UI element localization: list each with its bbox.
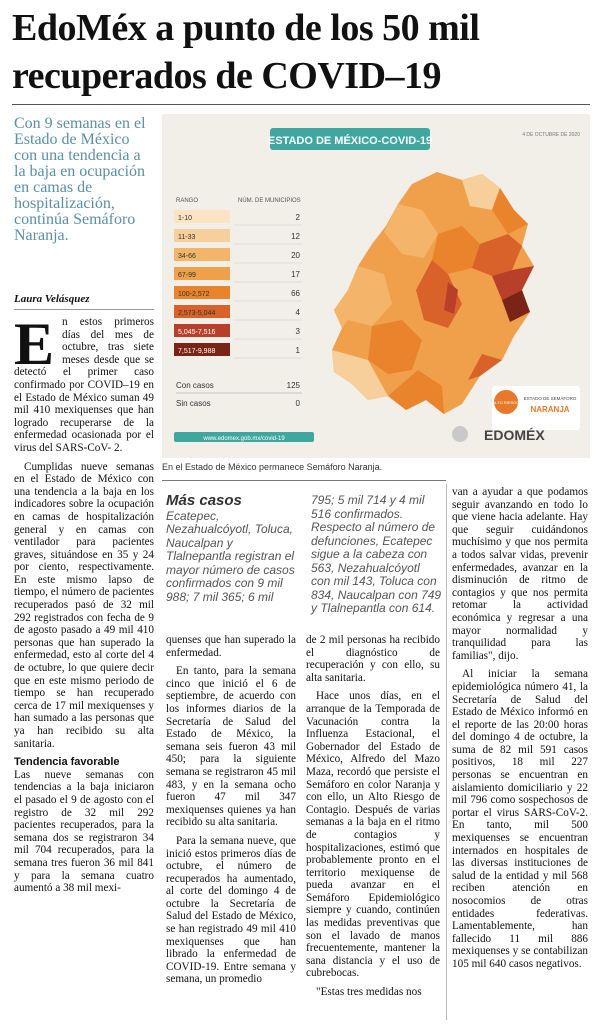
sidebar-rule	[162, 480, 446, 481]
semaforo-value: NARANJA	[530, 405, 570, 414]
byline: Laura Velásquez	[14, 293, 154, 310]
article-column-3	[306, 634, 440, 1020]
legend-count: 3	[295, 327, 300, 336]
article-column-1	[14, 316, 154, 1016]
legend-range-label: 11-33	[178, 234, 196, 241]
paragraph: "Estas tres medidas nos	[316, 986, 422, 999]
infographic-url: www.edomex.gob.mx/covid-19	[203, 436, 285, 442]
column-divider	[446, 484, 447, 1020]
edomex-logo: EDOMÉX	[484, 427, 545, 443]
legend-count: 2	[295, 213, 300, 222]
legend-range-label: 2,573-5,044	[178, 310, 216, 317]
drop-cap: E	[14, 316, 55, 377]
legend-count: 17	[291, 270, 300, 279]
legend-range-label: 67-99	[178, 272, 196, 279]
legend-count: 1	[295, 346, 300, 355]
legend-count: 12	[291, 232, 300, 241]
legend-range-label: 1-10	[178, 215, 193, 222]
paragraph: Cumplidas nueve semanas en el Estado de México con una tendencia a la baja en los indicadores sobre la ocupación en camas de hospitalización general y en camas con ventilador para pacientes graves, situándose en 35 y 24 por ciento, respectivamente. En este mismo lapso de tiempo, el número de pacientes recuperados pasó de 32 mil 292 registrados con fecha de 9 de agosto pasado a 49 mil 410 personas que han superado la enfermedad, esto al corte del 4 de octubre, lo que quiere decir que en este mismo periodo de tiempo se han recuperado cerca de 17 mil mexiquenses y han sumado a las personas que ya han recibido su alta sanitaria.	[14, 460, 154, 750]
legend-range-label: 34-66	[178, 253, 196, 260]
paragraph: Para la semana nueve, que inició estos primeros días de octubre, el número de recuperados ha aumentado, al corte del domingo 4 de octubre la Secretaría de Salud del Estado de México, se han registrado 49 mil 410 mexiquenses que han librado la enfermedad de COVID-19. Entre semana y semana, un promedio	[166, 834, 296, 986]
con-casos-label: Con casos	[176, 381, 214, 390]
legend-count: 4	[295, 308, 300, 317]
coat-of-arms-icon	[452, 426, 468, 442]
alto-riesgo: ALTO RIESGO	[492, 400, 520, 405]
lead-paragraph: E n estos primeros días del mes de octubre, tras siete meses desde que se detectó el primer caso confirmado por COVID–19 en el Estado de México suman 49 mil 410 mexiquenses que han logrado recuperarse de la enfermedad ocasionada por el virus del SARS-CoV- 2.	[14, 316, 154, 454]
semaforo-label: ESTADO DE SEMÁFORO	[523, 396, 577, 401]
subhead: Tendencia favorable	[14, 756, 120, 769]
paragraph: Las nueve semanas con tendencias a la baja iniciaron el pasado el 9 de agosto con el registro de 32 mil 292 pacientes recuperados, para la semana dos se registraron 34 mil 704 recuperados, para la semana tres fueron 36 mil 841 y para la semana cuatro aumentó a 38 mil mexi-	[14, 768, 154, 895]
con-casos-value: 125	[286, 381, 300, 390]
subheadline: Con 9 semanas en el Estado de México con una tendencia a la baja en ocupación en camas de hospitalización, continúa Semáforo Naranja.	[14, 115, 146, 244]
paragraph: Hace unos días, en el arranque de la Temporada de Vacunación contra la Influenza Estacional, el Gobernador del Estado de México, Alfredo del Mazo Maza, recordó que persiste el Semáforo en color Naranja y con ello, un Alto Riesgo de Contagio. Después de varias semanas a la baja en el ritmo de contagios y hospitalizaciones, estimó que probablemente pronto en el territorio mexiquense de pueda avanzar en el Semáforo Epidemiológico siempre y cuando, continúen las medidas preventivas que son el lavado de manos frecuentemente, mantener la sana distancia y el uso de cubrebocas.	[306, 690, 440, 980]
paragraph: quenses que han superado la enfermedad.	[166, 634, 296, 659]
sin-casos-value: 0	[295, 399, 300, 408]
sidebar-text: Ecatepec, Nezahualcóyotl, Toluca, Naucalpan y Tlalnepantla registran el mayor número de casos confirmados con 9 mil 988; 7 mil 365; 6 mil 795; 5 mil 714 y 4 mil 516 confirmados. Respecto al número de defunciones, Ecatepec sigue a la cabeza con 563, Nezahualcóyotl con mil 143, Toluca con 834, Naucalpan con 749 y Tlalnepantla con 614.	[166, 493, 442, 615]
legend-count: 66	[291, 289, 300, 298]
sidebar-box	[166, 494, 442, 616]
sidebar-title: Más casos	[166, 492, 242, 509]
sin-casos-label: Sin casos	[176, 399, 211, 408]
article-column-2	[166, 634, 296, 1020]
infographic-date: 4 DE OCTUBRE DE 2020	[522, 132, 580, 138]
paragraph: van a ayudar a que podamos seguir avanzando en todo lo que viene hacia adelante. Hay que seguir cuidándonos muchísimo y que nos permita a todos salvar vidas, prevenir enfermedades, avanzar en la disminución de ritmo de contagios y que nos permita retomar la actividad económica y regresar a una mayor normalidad y tranquilidad para las familias", dijo.	[452, 486, 588, 662]
headline-rule	[12, 104, 590, 105]
headline: EdoMéx a punto de los 50 mil recuperados de COVID–19	[12, 7, 480, 97]
paragraph: de 2 mil personas ha recibido el diagnóstico de recuperación y con ello, su alta sanitaria.	[306, 634, 440, 684]
col-rango: RANGO	[176, 198, 199, 204]
legend-count: 20	[291, 251, 300, 260]
article-column-4	[452, 486, 588, 1020]
paragraph: Al iniciar la semana epidemiológica número 41, la Secretaría de Salud del Estado de México informó en el reporte de las 20:00 horas del domingo 4 de octubre, la suma de 82 mil 591 casos positivos, 18 mil 227 personas se encuentran en aislamiento domiciliario y 22 mil 796 como sospechosos de portar el virus SARS-CoV-2. En tanto, mil 500 mexiquenses se encuentran internados en hospitales de las diversas instituciones de salud de la entidad y mil 568 reciben atención en nosocomios de otras entidades federativas. Lamentablemente, han fallecido 11 mil 886 mexiquenses y se contabilizan 105 mil 640 casos negativos.	[452, 668, 588, 970]
col-municipios: NÚM. DE MUNICIPIOS	[238, 198, 301, 204]
legend-range-label: 5,045-7,516	[178, 329, 216, 336]
paragraph: En tanto, para la semana cinco que inició el 6 de septiembre, de acuerdo con los informes diarios de la Secretaría de Salud del Estado de México, la semana seis fueron 43 mil 450; para la siguiente semana se registraron 45 mil 483, y en la semana ocho fueron 47 mil 347 mexiquenses quienes ya han recibido su alta sanitaria.	[166, 665, 296, 829]
legend-range-label: 100-2,572	[178, 291, 210, 298]
infographic-title: ESTADO DE MÉXICO-COVID-19	[267, 135, 433, 147]
legend-range-label: 7,517-9,988	[178, 348, 216, 355]
infographic-image	[162, 114, 590, 458]
photo-caption: En el Estado de México permanece Semáforo Naranja.	[162, 462, 383, 472]
